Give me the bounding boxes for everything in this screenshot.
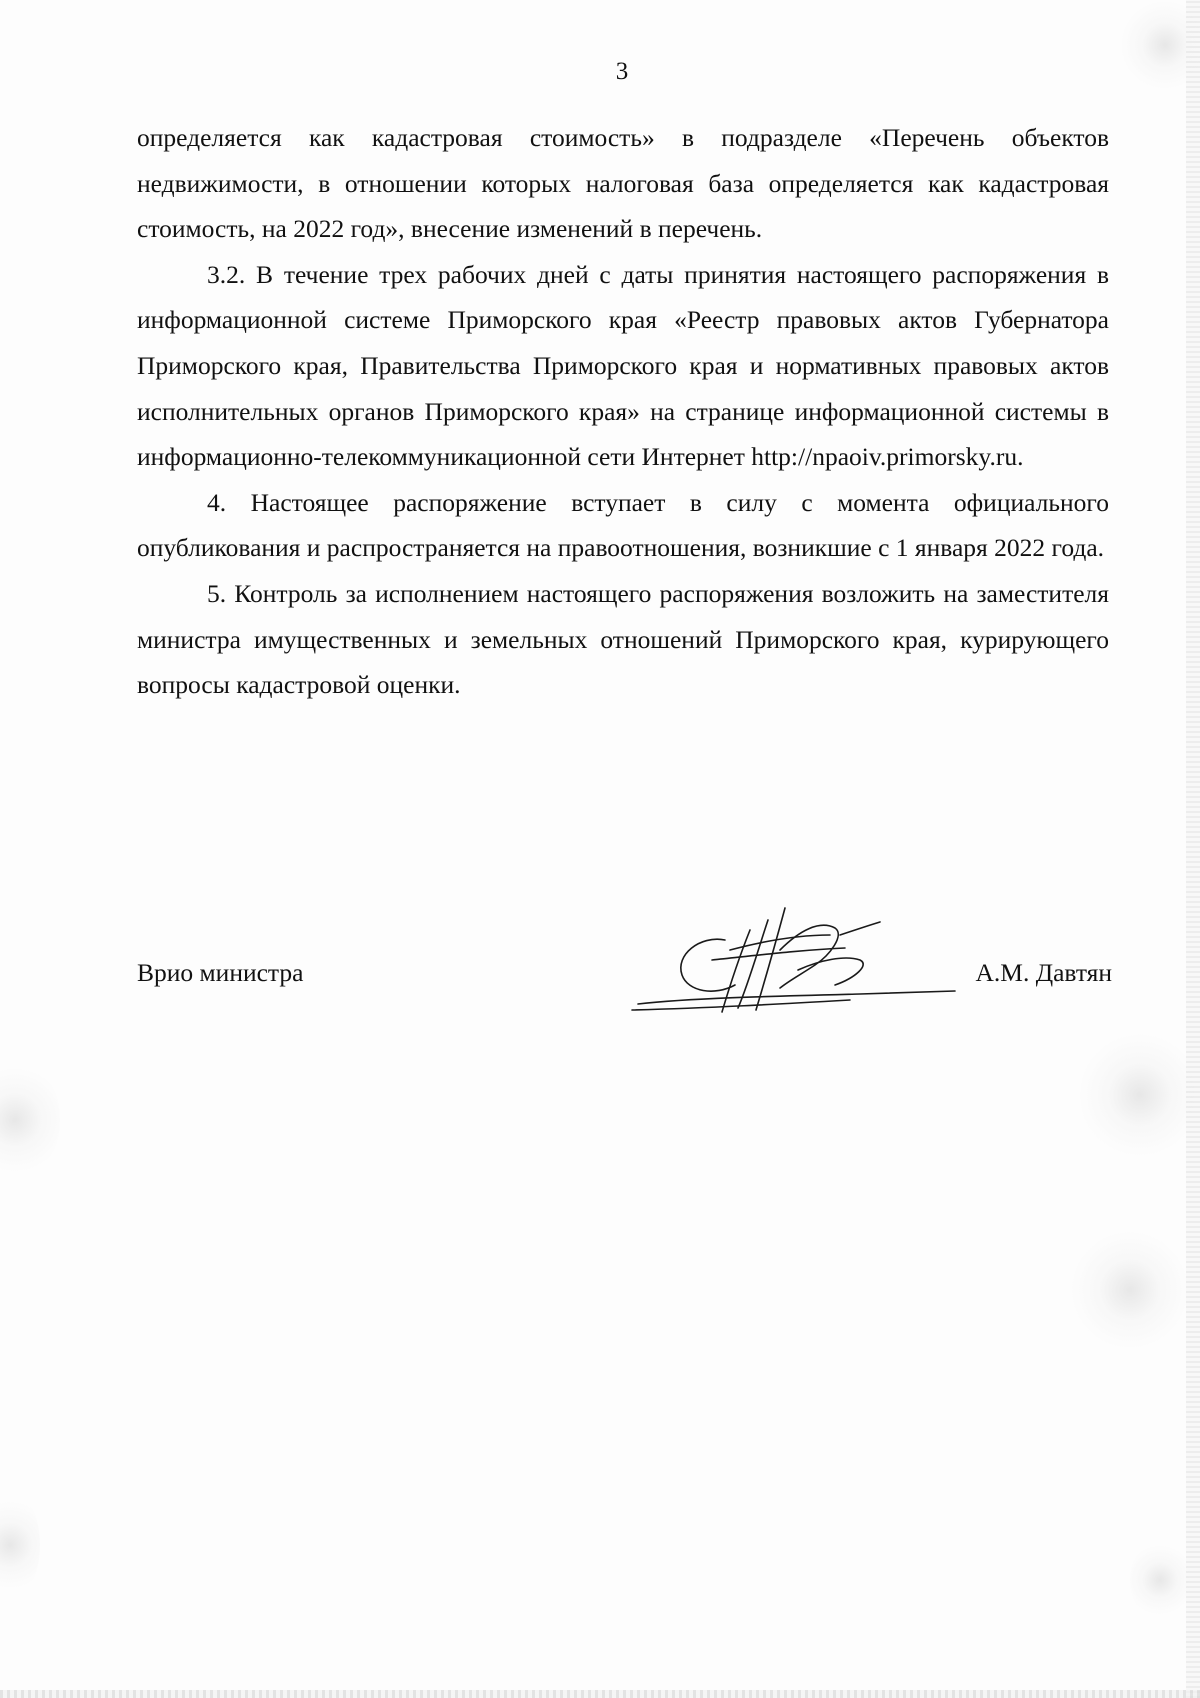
scan-edge-right — [1186, 0, 1200, 1698]
paragraph-3-2: 3.2. В течение трех рабочих дней с даты принятия настоящего распоряжения в информационной системе Приморского края «Реестр правовых актов Губернатора Приморского края, Правительства Приморского края и нормативных правовых актов исполнительных органов Приморского края» на странице информационной системы в информационно-телекоммуникационной сети Интернет http://npaoiv.primorsky.ru. — [137, 259, 1109, 472]
page-number: 3 — [615, 58, 629, 85]
scan-noise — [1130, 1540, 1190, 1620]
scan-noise — [1070, 1230, 1190, 1350]
signatory-name: А.М. Давтян — [975, 958, 1112, 987]
handwritten-signature — [630, 900, 960, 1015]
paragraph-5: 5. Контроль за исполнением настоящего распоряжения возложить на заместителя министра имущественных и земельных отношений Приморского края, курирующего вопросы кадастровой оценки. — [137, 578, 1109, 700]
scan-edge-bottom — [0, 1690, 1200, 1698]
signatory-title: Врио министра — [137, 958, 304, 987]
paragraph-continuation: определяется как кадастровая стоимость» в подразделе «Перечень объектов недвижимости, в отношении которых налоговая база определяется как кадастровая стоимость, на 2022 год», внесение изменений в перечень. — [137, 123, 1109, 244]
scan-noise — [0, 1060, 60, 1180]
document-body — [137, 115, 1109, 708]
signature-block — [137, 950, 1112, 1010]
scan-noise — [0, 1490, 40, 1600]
scan-noise — [1080, 1030, 1200, 1160]
paragraph-4: 4. Настоящее распоряжение вступает в силу с момента официального опубликования и распространяется на правоотношения, возникшие с 1 января 2022 года. — [137, 487, 1109, 563]
